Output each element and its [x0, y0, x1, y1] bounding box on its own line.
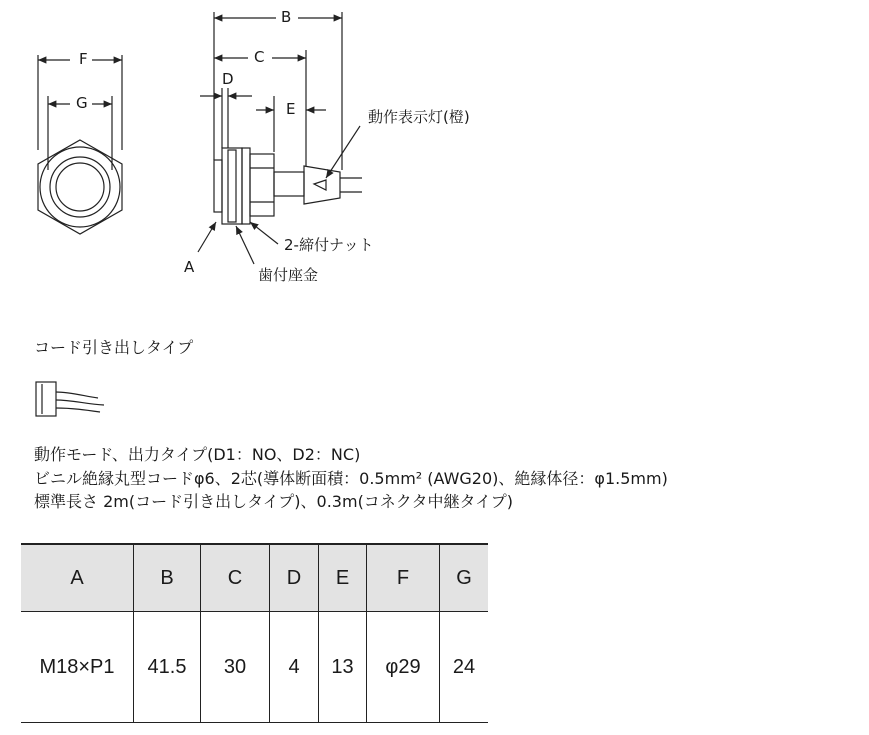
dim-b-label: B [281, 8, 292, 26]
cell-a: M18×P1 [21, 612, 134, 723]
cell-g: 24 [440, 612, 489, 723]
col-header-b: B [134, 544, 201, 612]
cell-d: 4 [270, 612, 319, 723]
cell-c: 30 [201, 612, 270, 723]
note-cable-spec: ビニル絶縁丸型コードφ6、2芯(導体断面積：0.5mm² (AWG20)、絶縁体径：φ1.5mm) [34, 469, 668, 488]
cell-f: φ29 [367, 612, 440, 723]
dim-d-label: D [222, 70, 234, 88]
col-header-e: E [319, 544, 367, 612]
table-row [21, 612, 488, 723]
table-header-row [21, 544, 488, 612]
col-header-a: A [21, 544, 134, 612]
cell-b: 41.5 [134, 612, 201, 723]
dim-e-label: E [286, 100, 296, 118]
toothed-washer-callout: 歯付座金 [258, 266, 319, 284]
side-view [198, 8, 362, 264]
thread-a-callout: A [184, 258, 195, 276]
col-header-c: C [201, 544, 270, 612]
note-standard-length: 標準長さ 2m(コード引き出しタイプ)、0.3m(コネクタ中継タイプ) [34, 492, 513, 511]
tightening-nut-callout: 2-締付ナット [284, 236, 374, 254]
cable-lead-icon [36, 382, 104, 416]
dim-f-label: F [79, 50, 88, 68]
dim-c-label: C [254, 48, 265, 66]
dimension-table [21, 543, 488, 723]
front-view [38, 55, 122, 234]
dim-g-label: G [76, 94, 88, 112]
note-output-mode: 動作モード、出力タイプ(D1：NO、D2：NC) [34, 445, 361, 464]
col-header-g: G [440, 544, 489, 612]
indicator-lamp-callout: 動作表示灯(橙) [368, 108, 470, 126]
cable-type-heading: コード引き出しタイプ [34, 338, 194, 357]
col-header-d: D [270, 544, 319, 612]
cell-e: 13 [319, 612, 367, 723]
col-header-f: F [367, 544, 440, 612]
